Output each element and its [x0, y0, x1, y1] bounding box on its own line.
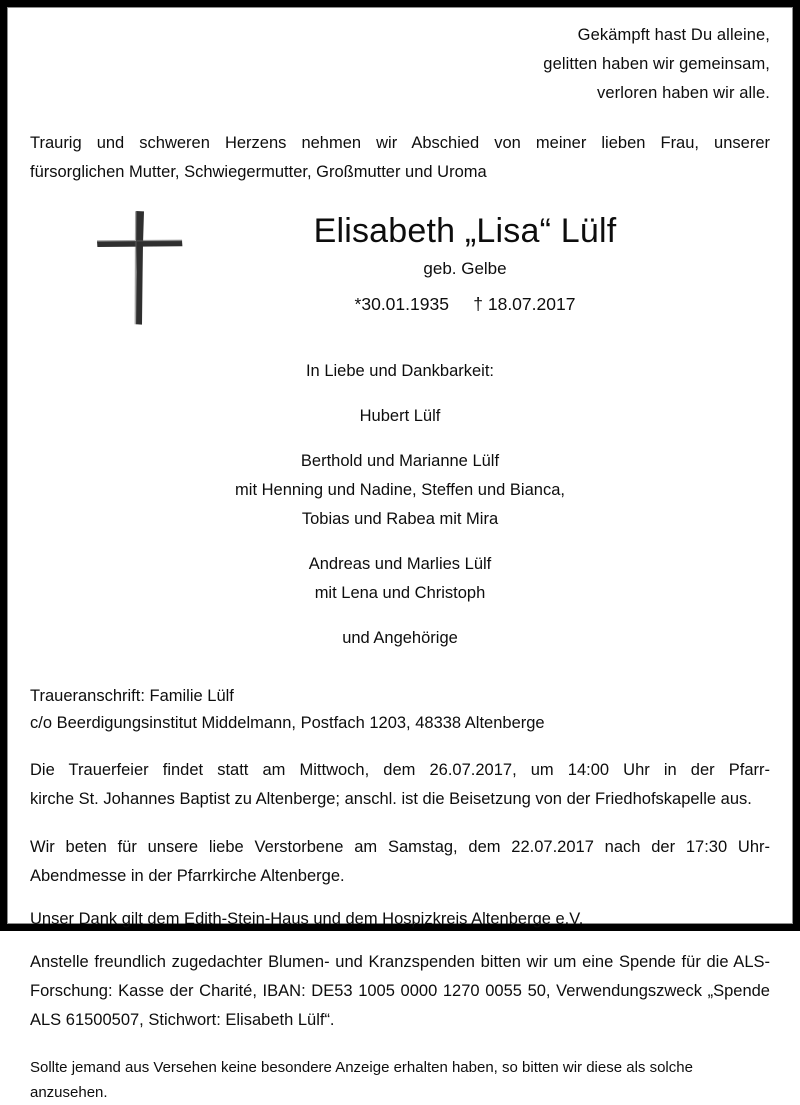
address-line-2: c/o Beerdigungsinstitut Middelmann, Postfach 1203, 48338 Altenberge [30, 714, 545, 732]
family-line: Andreas und Marlies Lülf [308, 555, 492, 573]
thanks-paragraph [30, 905, 770, 934]
notice-content [7, 7, 793, 1101]
family-group [30, 447, 770, 534]
family-line: Tobias und Rabea mit Mira [301, 510, 499, 528]
deceased-maiden-name: geb. Gelbe [423, 259, 507, 278]
donation-line-3: ALS 61500507, Stichwort: Elisabeth Lülf“. [30, 1011, 335, 1029]
intro-line-1: Traurig und schweren Herzens nehmen wir Abschied von meiner lieben Frau, unserer [30, 134, 770, 152]
prayer-line-2: Abendmesse in der Pfarrkirche Altenberge. [30, 867, 345, 885]
family-line: Berthold und Marianne Lülf [300, 452, 500, 470]
epigraph-verse [30, 21, 770, 108]
prayer-line-1: Wir beten für unsere liebe Verstorbene am Samstag, dem 22.07.2017 nach der 17:30 Uhr- [30, 838, 770, 856]
closing-line-1: Sollte jemand aus Versehen keine besondere Anzeige erhalten haben, so bitten wir diese als solche anzusehen. [30, 1059, 693, 1101]
deceased-name: Elisabeth „Lisa“ Lülf [313, 212, 617, 250]
family-group [30, 550, 770, 608]
latin-cross-icon [94, 210, 186, 326]
service-line-2: kirche St. Johannes Baptist zu Altenberge; anschl. ist die Beisetzung von der Friedhofskapelle aus. [30, 790, 752, 808]
address-line-1: Traueranschrift: Familie Lülf [30, 687, 234, 705]
intro-paragraph [30, 129, 770, 187]
donation-line-1: Anstelle freundlich zugedachter Blumen- und Kranzspenden bitten wir um eine Spende für die ALS- [30, 953, 770, 971]
closing-note [30, 1055, 770, 1105]
family-line: mit Lena und Christoph [314, 584, 486, 602]
family-line: und Angehörige [342, 629, 458, 647]
family-group [30, 624, 770, 653]
family-dedication: In Liebe und Dankbarkeit: [305, 362, 495, 380]
family-group [30, 402, 770, 431]
deceased-block [30, 209, 770, 334]
epigraph-line-2: gelitten haben wir gemeinsam, [543, 55, 770, 73]
family-line: Hubert Lülf [359, 407, 441, 425]
intro-line-2: fürsorglichen Mutter, Schwiegermutter, Großmutter und Uroma [30, 163, 487, 181]
service-line-1: Die Trauerfeier findet statt am Mittwoch, dem 26.07.2017, um 14:00 Uhr in der Pfarr- [30, 761, 770, 779]
mourning-address [30, 683, 770, 737]
donation-paragraph [30, 948, 770, 1035]
deceased-dates: *30.01.1935 † 18.07.2017 [354, 294, 576, 314]
thanks-line-1: Unser Dank gilt dem Edith-Stein-Haus und dem Hospizkreis Altenberge e.V. [30, 910, 584, 928]
family-line: mit Henning und Nadine, Steffen und Bianca, [235, 481, 565, 499]
epigraph-line-1: Gekämpft hast Du alleine, [577, 26, 770, 44]
donation-line-2: Forschung: Kasse der Charité, IBAN: DE53 1005 0000 1270 0055 50, Verwendungszweck „Spende [30, 982, 770, 1000]
epigraph-line-3: verloren haben wir alle. [597, 84, 770, 102]
service-paragraph [30, 756, 770, 814]
prayer-paragraph [30, 833, 770, 891]
family-section [30, 356, 770, 653]
